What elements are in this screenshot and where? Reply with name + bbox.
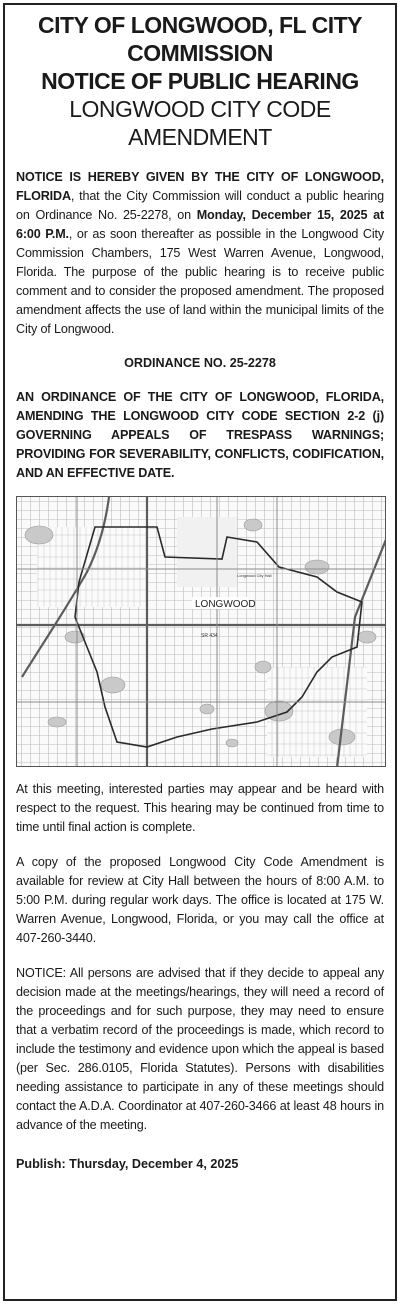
- notice-header: [16, 11, 384, 151]
- map-city-label: LONGWOOD: [195, 599, 256, 610]
- meeting-paragraph: At this meeting, interested parties may appear and be heard with respect to the request. This hearing may be continued from time to time until final action is complete.: [16, 782, 384, 834]
- public-notice: [3, 3, 397, 1301]
- appeal-paragraph: NOTICE: All persons are advised that if they decide to appeal any decision made at the meetings/hearings, they will need a record of the proceedings and for such purpose, they may need to ensure that a verbatim record of the proceedings is made, which record to include the testimony and evidence upon which the appeal is based (per Sec. 286.0105, Florida Statutes). Persons with disabilities needing assistance to participate in any of these meetings should contact the A.D.A. Coordinator at 407-260-3466 at least 48 hours in advance of the meeting.: [16, 966, 384, 1132]
- header-line-4: LONGWOOD CITY CODE: [69, 96, 331, 122]
- intro-text-2: , or as soon thereafter as possible in the Longwood City Commission Chambers, 175 West Warren Avenue, Longwood, Florida. The purpose of the public hearing is to receive public comment and to consider the proposed amendment. The proposed amendment affects the use of land within the municipal limits of the City of Longwood.: [16, 227, 384, 336]
- copy-paragraph: A copy of the proposed Longwood City Code Amendment is available for review at City Hall between the hours of 8:00 A.M. to 5:00 P.M. during regular work days. The office is located at 175 W. Warren Avenue, Longwood, Florida, or you may call the office at 407-260-3440.: [16, 855, 384, 945]
- map-small-label: Longwood City Hall: [237, 573, 272, 578]
- intro-lead: NOTICE IS HEREBY GIVEN BY THE CITY OF LONGWOOD, FLORIDA: [16, 170, 384, 203]
- map-road-label: SR 434: [201, 633, 218, 639]
- location-map: [16, 496, 386, 767]
- publish-date: Publish: Thursday, December 4, 2025: [16, 1157, 239, 1171]
- header-line-1: CITY OF LONGWOOD, FL CITY: [38, 12, 362, 38]
- intro-paragraph: [16, 168, 384, 339]
- map-graphic: [17, 497, 386, 767]
- ordinance-number: ORDINANCE NO. 25-2278: [124, 356, 276, 370]
- header-line-3: NOTICE OF PUBLIC HEARING: [41, 68, 359, 94]
- header-line-5: AMENDMENT: [128, 124, 272, 150]
- ordinance-title: AN ORDINANCE OF THE CITY OF LONGWOOD, FLORIDA, AMENDING THE LONGWOOD CITY CODE SECTION 2-2 (j) GOVERNING APPEALS OF TRESPASS WARNINGS; PROVIDING FOR SEVERABILITY, CONFLICTS, CODIFICATION, AND AN EFFECTIVE DATE.: [16, 390, 384, 480]
- intro-text-1: , that the City Commission will conduct a public hearing on Ordinance No. 25-2278, on: [16, 189, 384, 222]
- header-line-2: COMMISSION: [127, 40, 273, 66]
- hearing-date: Monday, December 15, 2025 at 6:00 P.M.: [16, 208, 384, 241]
